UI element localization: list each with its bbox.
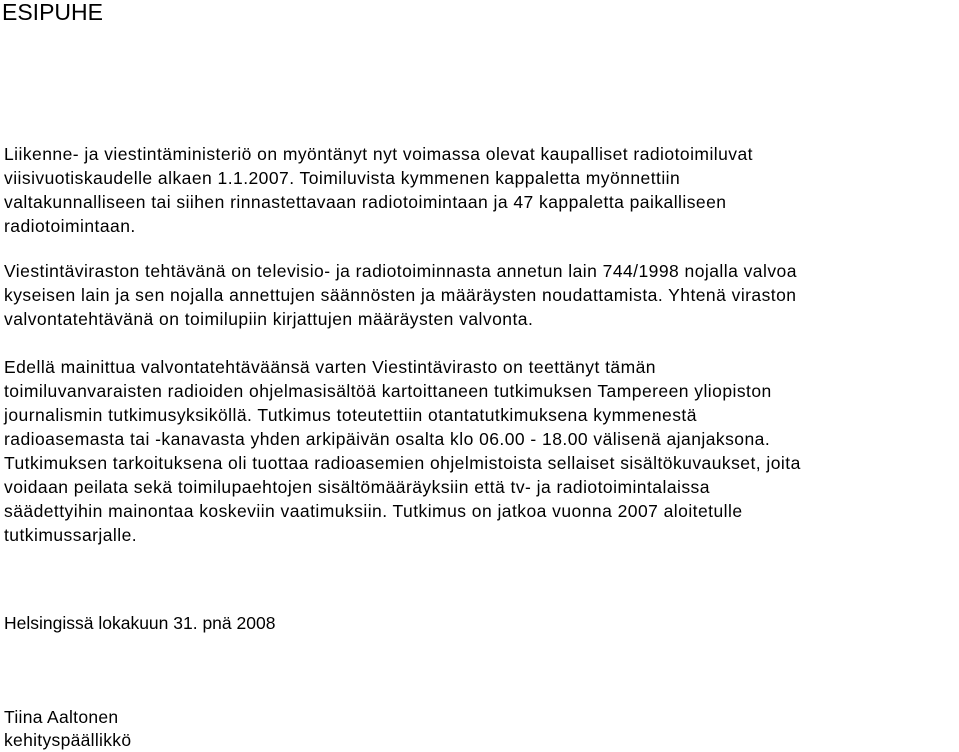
paragraph-line: radioasemasta tai -kanavasta yhden arkipäivän osalta klo 06.00 - 18.00 välisenä ajanjaksona.	[4, 429, 771, 449]
paragraph-line: tutkimussarjalle.	[4, 525, 138, 545]
place-date: Helsingissä lokakuun 31. pnä 2008	[4, 613, 276, 633]
paragraph-line: journalismin tutkimusyksiköllä. Tutkimus toteutettiin otantatutkimuksena kymmenestä	[4, 405, 697, 425]
paragraph-3	[4, 355, 801, 547]
paragraph-line: toimiluvanvaraisten radioiden ohjelmasisältöä kartoittaneen tutkimuksen Tampereen yliopiston	[4, 381, 772, 401]
paragraph-line: Viestintäviraston tehtävänä on televisio- ja radiotoiminnasta annetun lain 744/1998 nojalla valvoa	[4, 261, 797, 281]
signatory-name: Tiina Aaltonen	[4, 707, 119, 727]
signature-block	[4, 706, 131, 752]
paragraph-line: radiotoimintaan.	[4, 216, 136, 236]
paragraph-1	[4, 142, 753, 238]
paragraph-line: voidaan peilata sekä toimilupaehtojen sisältömääräyksiin että tv- ja radiotoimintalaissa	[4, 477, 710, 497]
page-title: ESIPUHE	[2, 0, 103, 25]
paragraph-line: viisivuotiskaudelle alkaen 1.1.2007. Toimiluvista kymmenen kappaletta myönnettiin	[4, 168, 681, 188]
paragraph-line: kyseisen lain ja sen nojalla annettujen säännösten ja määräysten noudattamista. Yhtenä viraston	[4, 285, 797, 305]
paragraph-2	[4, 259, 797, 331]
paragraph-line: Edellä mainittua valvontatehtäväänsä varten Viestintävirasto on teettänyt tämän	[4, 357, 656, 377]
signatory-title: kehityspäällikkö	[4, 730, 132, 750]
paragraph-line: Tutkimuksen tarkoituksena oli tuottaa radioasemien ohjelmistoista sellaiset sisältökuvaukset, joita	[4, 453, 801, 473]
paragraph-line: säädettyihin mainontaa koskeviin vaatimuksiin. Tutkimus on jatkoa vuonna 2007 aloitetulle	[4, 501, 743, 521]
paragraph-line: valvontatehtävänä on toimilupiin kirjattujen määräysten valvonta.	[4, 309, 534, 329]
paragraph-line: valtakunnalliseen tai siihen rinnastettavaan radiotoimintaan ja 47 kappaletta paikalliseen	[4, 192, 727, 212]
paragraph-line: Liikenne- ja viestintäministeriö on myöntänyt nyt voimassa olevat kaupalliset radiotoimiluvat	[4, 144, 753, 164]
